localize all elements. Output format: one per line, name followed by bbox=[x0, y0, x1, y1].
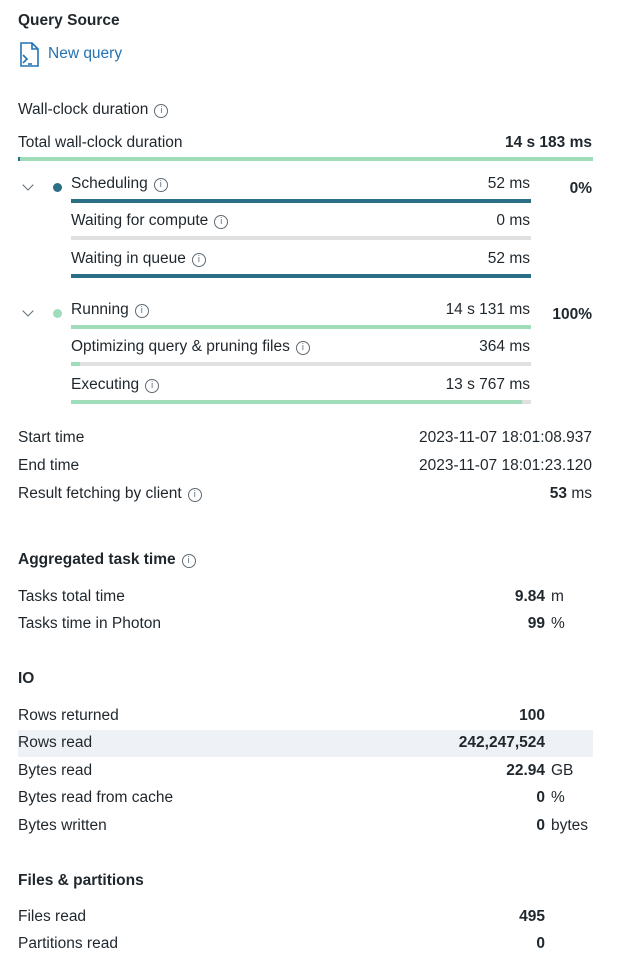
scheduling-value: 52 ms bbox=[487, 175, 530, 192]
result-fetching-value bbox=[550, 485, 592, 503]
optimizing-bar-fill bbox=[71, 362, 80, 366]
scheduling-bar bbox=[71, 199, 531, 203]
result-fetching-label bbox=[18, 485, 202, 503]
total-wall-clock-bar bbox=[18, 157, 593, 161]
files-read-label: Files read bbox=[18, 908, 87, 925]
info-icon[interactable]: i bbox=[182, 554, 196, 568]
query-source-heading: Query Source bbox=[18, 12, 120, 29]
waiting-for-compute-text: Waiting for compute bbox=[71, 212, 209, 229]
wall-clock-heading bbox=[18, 101, 168, 119]
running-bar-fill bbox=[71, 325, 531, 329]
tasks-total-time-unit: m bbox=[551, 588, 564, 605]
running-value: 14 s 131 ms bbox=[445, 301, 530, 318]
scheduling-label bbox=[71, 175, 168, 193]
tasks-total-time-value: 9.84 bbox=[514, 588, 545, 605]
optimizing-bar bbox=[71, 362, 531, 366]
waiting-in-queue-bar-fill bbox=[71, 274, 531, 278]
running-bar bbox=[71, 325, 531, 329]
bytes-read-cache-value: 0 bbox=[536, 789, 545, 806]
bytes-read-label: Bytes read bbox=[18, 762, 93, 779]
running-label-text: Running bbox=[71, 301, 129, 318]
files-heading: Files & partitions bbox=[18, 872, 144, 889]
scheduling-dot bbox=[53, 183, 62, 192]
rows-read-value: 242,247,524 bbox=[458, 734, 545, 751]
bytes-read-unit: GB bbox=[551, 762, 574, 779]
bytes-read-cache-label: Bytes read from cache bbox=[18, 789, 174, 806]
info-icon[interactable]: i bbox=[145, 379, 159, 393]
optimizing-label bbox=[71, 338, 310, 356]
aggregated-heading bbox=[18, 551, 196, 569]
result-fetching-unit: ms bbox=[571, 485, 592, 502]
optimizing-text: Optimizing query & pruning files bbox=[71, 338, 290, 355]
waiting-in-queue-value: 52 ms bbox=[487, 250, 530, 267]
executing-label bbox=[71, 376, 159, 394]
running-percent: 100% bbox=[552, 306, 592, 323]
tasks-photon-value: 99 bbox=[527, 615, 545, 632]
waiting-in-queue-bar bbox=[71, 274, 531, 278]
running-dot bbox=[53, 309, 62, 318]
rows-returned-label: Rows returned bbox=[18, 707, 119, 724]
optimizing-value: 364 ms bbox=[479, 338, 530, 355]
scheduling-chevron-down-icon[interactable] bbox=[22, 179, 33, 190]
running-chevron-down-icon[interactable] bbox=[22, 305, 33, 316]
end-time-value: 2023-11-07 18:01:23.120 bbox=[419, 457, 592, 474]
waiting-for-compute-label bbox=[71, 212, 228, 230]
waiting-for-compute-bar bbox=[71, 236, 531, 240]
result-fetching-number: 53 bbox=[549, 485, 568, 502]
waiting-in-queue-text: Waiting in queue bbox=[71, 250, 186, 267]
executing-bar-fill bbox=[71, 400, 522, 404]
new-query-label[interactable]: New query bbox=[48, 45, 123, 62]
bytes-read-cache-unit: % bbox=[551, 789, 565, 806]
bytes-written-unit: bytes bbox=[551, 817, 589, 834]
scheduling-bar-fill bbox=[71, 199, 531, 203]
total-wall-clock-label: Total wall-clock duration bbox=[18, 134, 183, 151]
bytes-written-label: Bytes written bbox=[18, 817, 107, 834]
running-label bbox=[71, 301, 149, 319]
tasks-photon-unit: % bbox=[551, 615, 565, 632]
io-heading: IO bbox=[18, 670, 35, 687]
bytes-read-value: 22.94 bbox=[506, 762, 545, 779]
executing-bar bbox=[71, 400, 531, 404]
start-time-value: 2023-11-07 18:01:08.937 bbox=[419, 429, 592, 446]
files-read-value: 495 bbox=[519, 908, 545, 925]
info-icon[interactable]: i bbox=[296, 341, 310, 355]
start-time-label: Start time bbox=[18, 429, 85, 446]
info-icon[interactable]: i bbox=[192, 253, 206, 267]
file-code-icon bbox=[18, 42, 40, 68]
total-wall-clock-value: 14 s 183 ms bbox=[504, 134, 592, 151]
info-icon[interactable]: i bbox=[154, 104, 168, 118]
waiting-for-compute-value: 0 ms bbox=[496, 212, 530, 229]
aggregated-heading-text: Aggregated task time bbox=[18, 551, 176, 568]
scheduling-label-text: Scheduling bbox=[71, 175, 148, 192]
wall-clock-heading-label: Wall-clock duration bbox=[18, 101, 149, 118]
tasks-total-time-label: Tasks total time bbox=[18, 588, 125, 605]
tasks-photon-label: Tasks time in Photon bbox=[18, 615, 162, 632]
scheduling-bar-segment bbox=[18, 157, 20, 161]
info-icon[interactable]: i bbox=[214, 215, 228, 229]
result-fetching-text: Result fetching by client bbox=[18, 485, 182, 502]
executing-text: Executing bbox=[71, 376, 140, 393]
waiting-in-queue-label bbox=[71, 250, 206, 268]
partitions-read-label: Partitions read bbox=[18, 935, 118, 952]
end-time-label: End time bbox=[18, 457, 80, 474]
info-icon[interactable]: i bbox=[154, 178, 168, 192]
scheduling-percent: 0% bbox=[569, 180, 592, 197]
total-bar-fill bbox=[18, 157, 593, 161]
partitions-read-value: 0 bbox=[536, 935, 545, 952]
info-icon[interactable]: i bbox=[188, 488, 202, 502]
rows-returned-value: 100 bbox=[519, 707, 545, 724]
info-icon[interactable]: i bbox=[135, 304, 149, 318]
rows-read-label: Rows read bbox=[18, 734, 93, 751]
bytes-written-value: 0 bbox=[536, 817, 545, 834]
executing-value: 13 s 767 ms bbox=[445, 376, 530, 393]
